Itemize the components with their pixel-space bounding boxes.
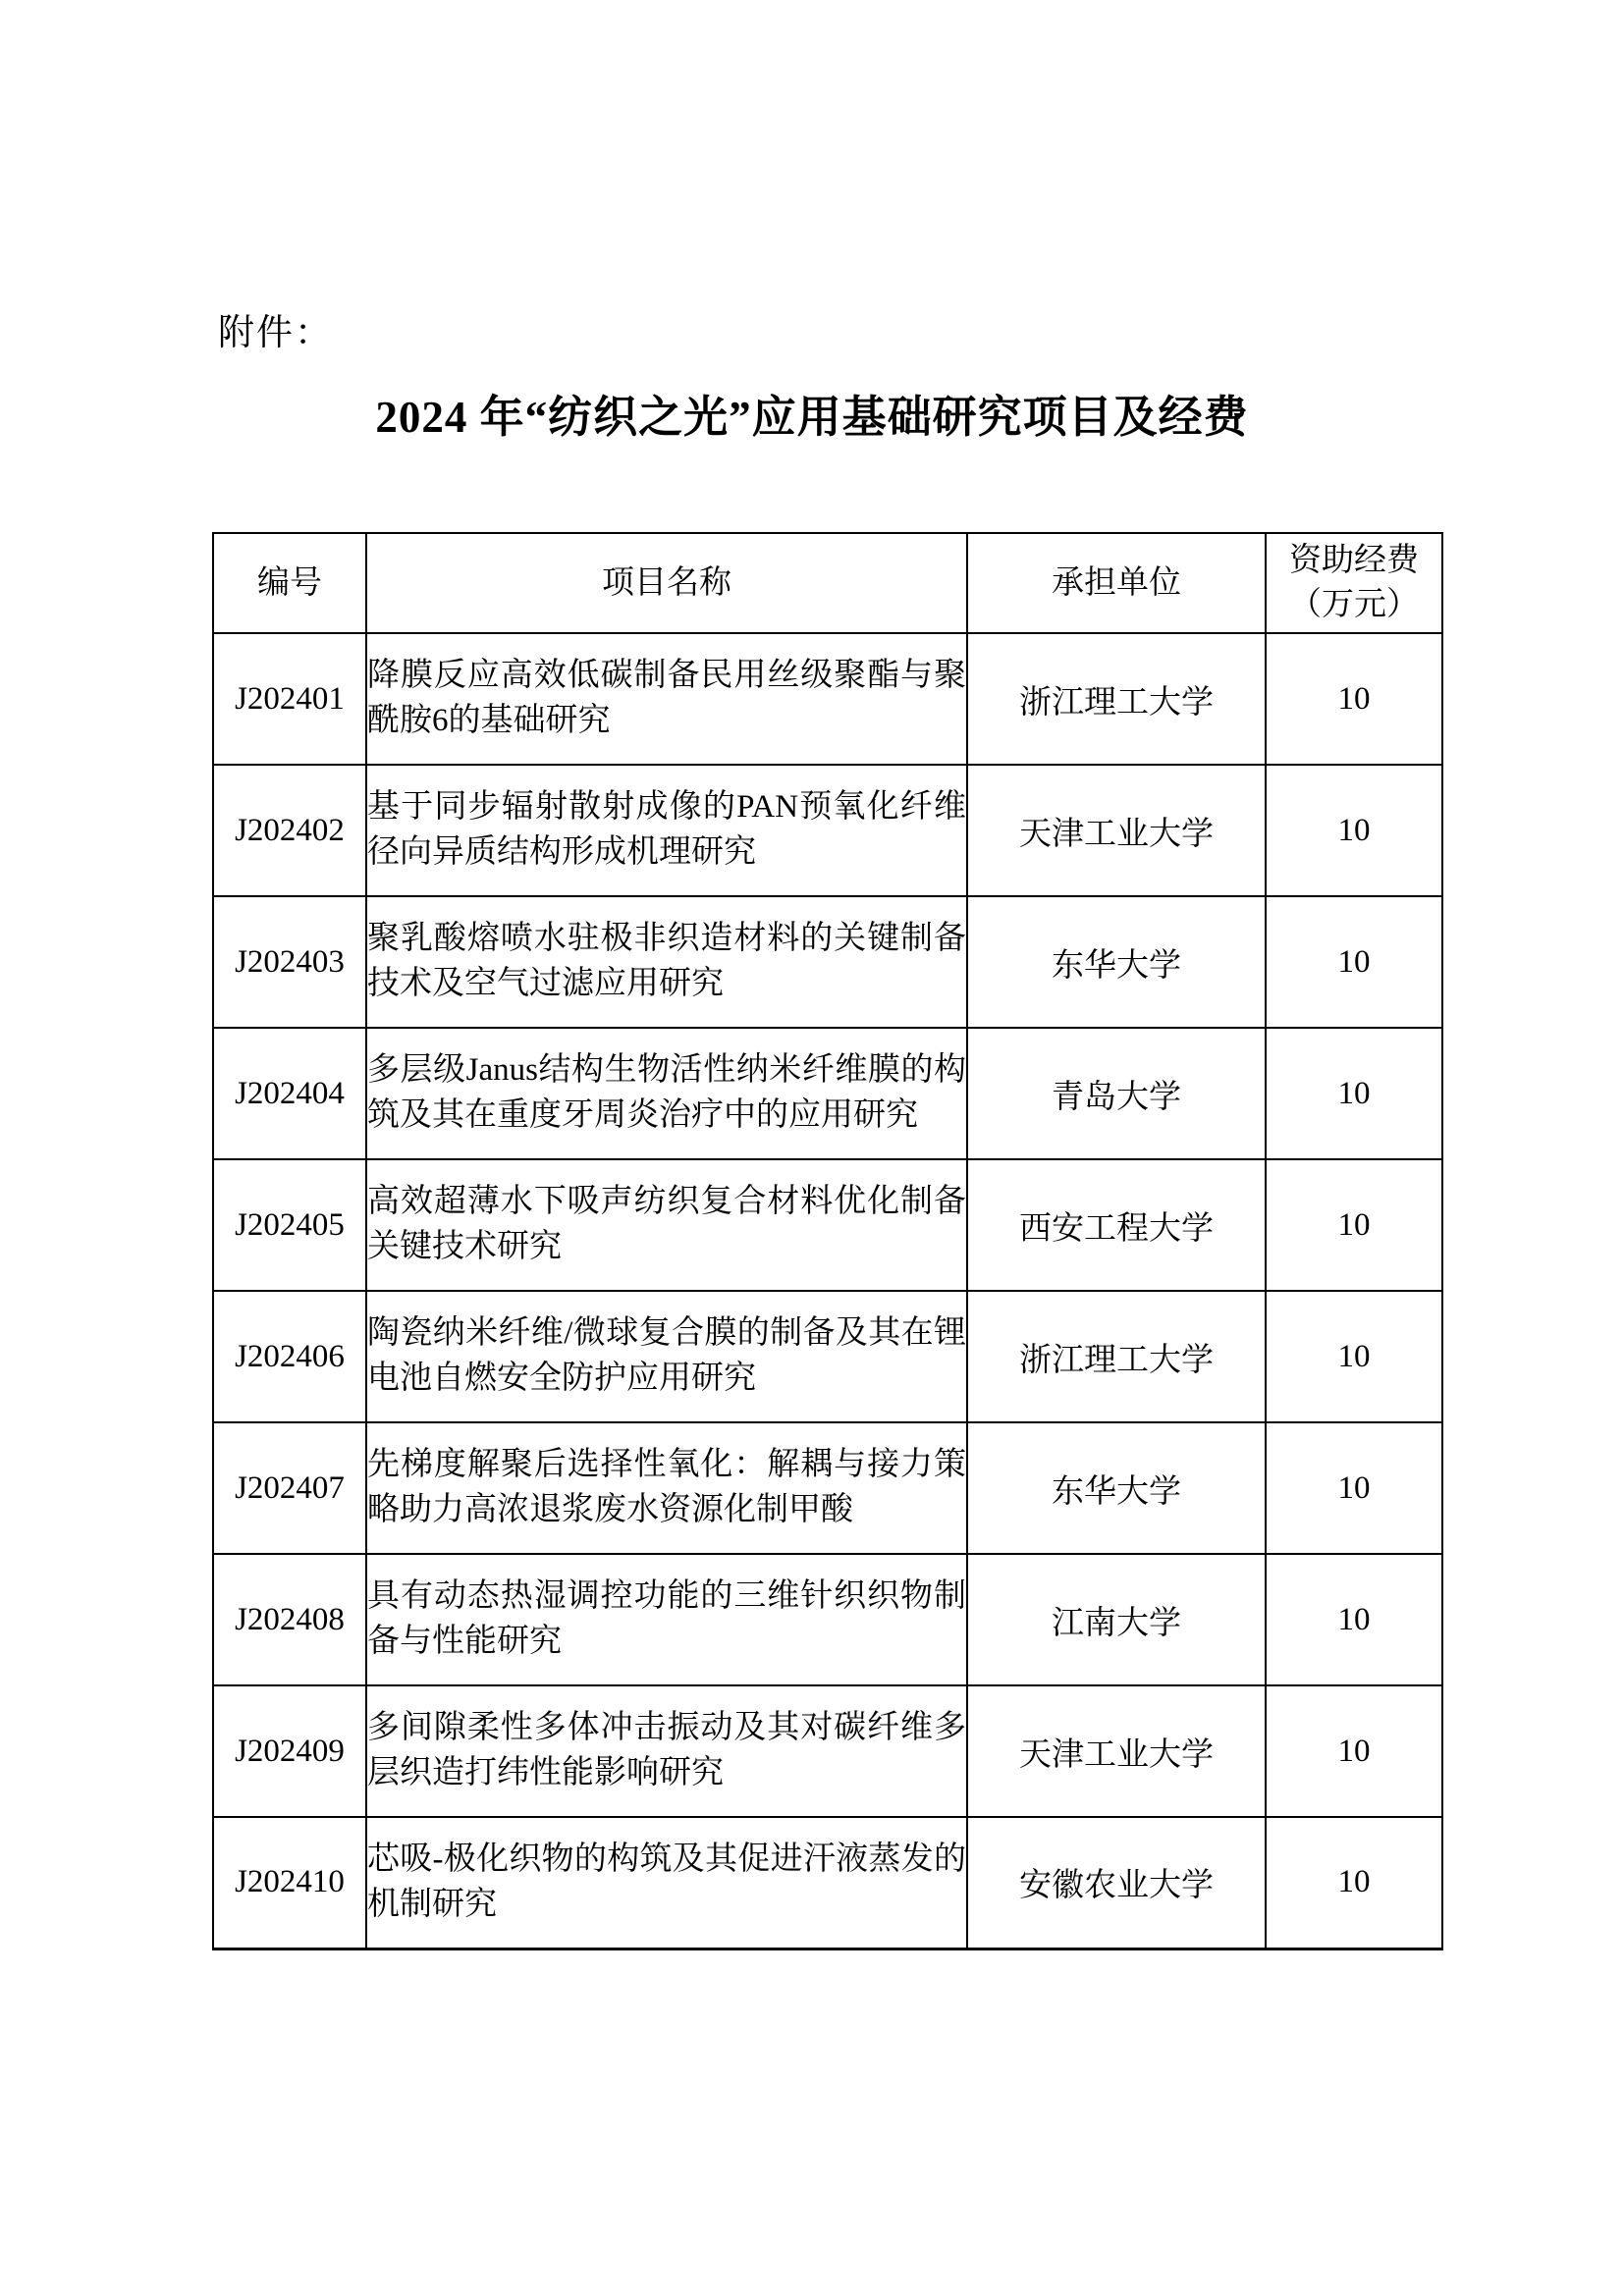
table-row xyxy=(213,1422,1442,1554)
project-unit-cell: 东华大学 xyxy=(967,896,1266,1028)
header-fund-line2: （万元） xyxy=(1289,587,1419,622)
project-name-cell: 芯吸-极化织物的构筑及其促进汗液蒸发的机制研究 xyxy=(366,1817,967,1949)
project-name-cell: 降膜反应高效低碳制备民用丝级聚酯与聚酰胺6的基础研究 xyxy=(366,633,967,765)
header-id: 编号 xyxy=(213,533,366,633)
project-fund-cell: 10 xyxy=(1266,633,1442,765)
project-unit-cell: 江南大学 xyxy=(967,1554,1266,1685)
project-name-cell: 高效超薄水下吸声纺织复合材料优化制备关键技术研究 xyxy=(366,1159,967,1291)
header-fund-line1: 资助经费 xyxy=(1289,543,1419,579)
project-id-cell: J202409 xyxy=(213,1685,366,1817)
project-fund-cell: 10 xyxy=(1266,1159,1442,1291)
project-fund-cell: 10 xyxy=(1266,1685,1442,1817)
header-unit: 承担单位 xyxy=(967,533,1266,633)
project-fund-cell: 10 xyxy=(1266,1554,1442,1685)
project-name-cell: 多层级Janus结构生物活性纳米纤维膜的构筑及其在重度牙周炎治疗中的应用研究 xyxy=(366,1028,967,1159)
project-unit-cell: 青岛大学 xyxy=(967,1028,1266,1159)
project-id-cell: J202406 xyxy=(213,1291,366,1422)
project-id-cell: J202404 xyxy=(213,1028,366,1159)
project-unit-cell: 天津工业大学 xyxy=(967,1685,1266,1817)
project-fund-cell: 10 xyxy=(1266,1817,1442,1949)
header-fund xyxy=(1266,533,1442,633)
table-row xyxy=(213,1817,1442,1949)
table-row xyxy=(213,1291,1442,1422)
project-id-cell: J202407 xyxy=(213,1422,366,1554)
project-unit-cell: 东华大学 xyxy=(967,1422,1266,1554)
page-title: 2024 年“纺织之光”应用基础研究项目及经费 xyxy=(375,393,1249,442)
table-body xyxy=(213,633,1442,1949)
project-id-cell: J202408 xyxy=(213,1554,366,1685)
project-fund-cell: 10 xyxy=(1266,1422,1442,1554)
project-unit-cell: 安徽农业大学 xyxy=(967,1817,1266,1949)
project-name-cell: 陶瓷纳米纤维/微球复合膜的制备及其在锂电池自燃安全防护应用研究 xyxy=(366,1291,967,1422)
project-name-cell: 聚乳酸熔喷水驻极非织造材料的关键制备技术及空气过滤应用研究 xyxy=(366,896,967,1028)
table-header-row xyxy=(213,533,1442,633)
project-id-cell: J202410 xyxy=(213,1817,366,1949)
project-name-cell: 具有动态热湿调控功能的三维针织织物制备与性能研究 xyxy=(366,1554,967,1685)
projects-table-container xyxy=(212,532,1441,1950)
attachment-label: 附件： xyxy=(218,313,333,353)
table-row xyxy=(213,1028,1442,1159)
project-name-cell: 先梯度解聚后选择性氧化：解耦与接力策略助力高浓退浆废水资源化制甲酸 xyxy=(366,1422,967,1554)
table-row xyxy=(213,765,1442,896)
project-fund-cell: 10 xyxy=(1266,896,1442,1028)
table-row xyxy=(213,896,1442,1028)
table-row xyxy=(213,1159,1442,1291)
project-id-cell: J202401 xyxy=(213,633,366,765)
project-name-cell: 多间隙柔性多体冲击振动及其对碳纤维多层织造打纬性能影响研究 xyxy=(366,1685,967,1817)
header-project-name: 项目名称 xyxy=(366,533,967,633)
project-id-cell: J202402 xyxy=(213,765,366,896)
project-fund-cell: 10 xyxy=(1266,765,1442,896)
project-id-cell: J202403 xyxy=(213,896,366,1028)
project-unit-cell: 浙江理工大学 xyxy=(967,1291,1266,1422)
project-unit-cell: 天津工业大学 xyxy=(967,765,1266,896)
project-id-cell: J202405 xyxy=(213,1159,366,1291)
project-name-cell: 基于同步辐射散射成像的PAN预氧化纤维径向异质结构形成机理研究 xyxy=(366,765,967,896)
table-row xyxy=(213,1554,1442,1685)
project-unit-cell: 浙江理工大学 xyxy=(967,633,1266,765)
project-unit-cell: 西安工程大学 xyxy=(967,1159,1266,1291)
projects-table xyxy=(212,532,1443,1950)
table-row xyxy=(213,633,1442,765)
table-row xyxy=(213,1685,1442,1817)
project-fund-cell: 10 xyxy=(1266,1028,1442,1159)
project-fund-cell: 10 xyxy=(1266,1291,1442,1422)
